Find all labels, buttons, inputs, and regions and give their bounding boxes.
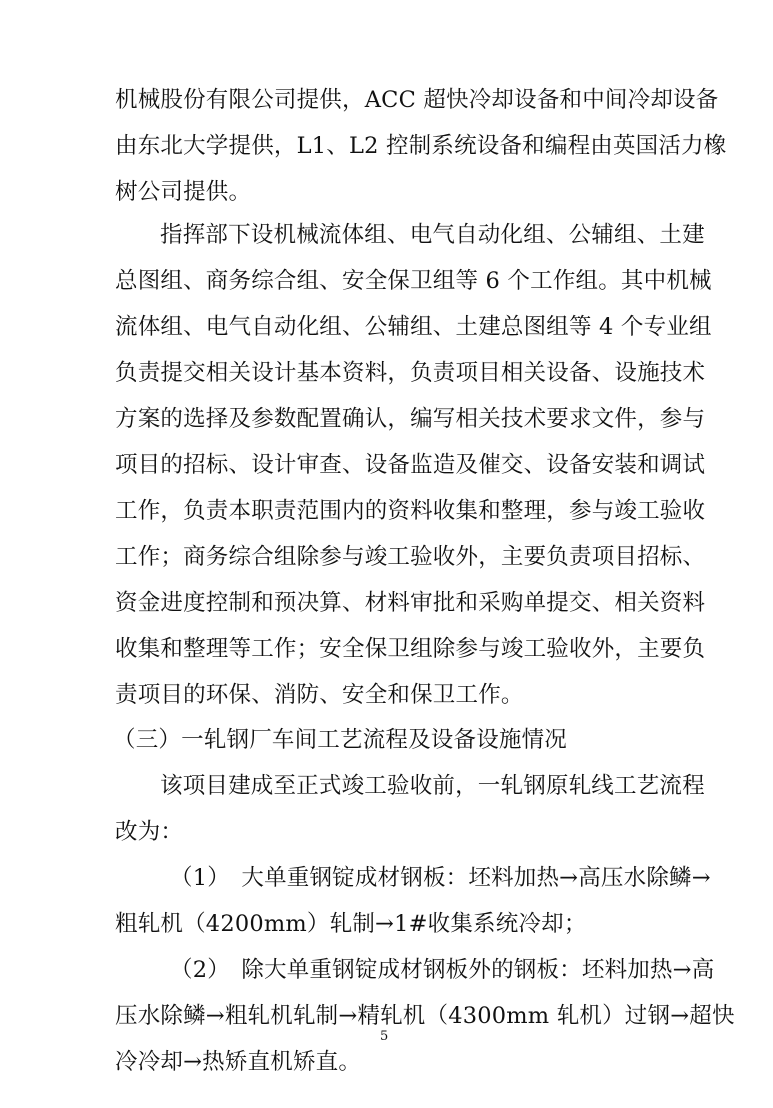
text-line-5: 总图组、商务综合组、安全保卫组等 6 个工作组。其中机械: [115, 268, 712, 294]
text-line-2: 由东北大学提供，L1、L2 控制系统设备和编程由英国活力橡: [115, 133, 727, 159]
process-step-2-line-1: （2） 除大单重钢锭成材钢板外的钢板：坯料加热→高: [170, 957, 715, 983]
text-line-7: 负责提交相关设计基本资料，负责项目相关设备、设施技术: [115, 360, 706, 386]
process-step-1-line-2: 粗轧机（4200mm）轧制→1#收集系统冷却；: [115, 911, 587, 937]
text-line-10: 工作，负责本职责范围内的资料收集和整理，参与竣工验收: [115, 498, 706, 524]
text-line-1: 机械股份有限公司提供，ACC 超快冷却设备和中间冷却设备: [115, 87, 719, 113]
text-line-16: 该项目建成至正式竣工验收前，一轧钢原轧线工艺流程: [160, 773, 705, 799]
text-line-9: 项目的招标、设计审查、设备监造及催交、设备安装和调试: [115, 452, 706, 478]
text-line-6: 流体组、电气自动化组、公辅组、土建总图组等 4 个专业组: [115, 314, 712, 340]
page-number: 5: [380, 1029, 389, 1044]
process-step-2-line-3: 冷冷却→热矫直机矫直。: [115, 1049, 362, 1075]
text-line-13: 收集和整理等工作；安全保卫组除参与竣工验收外，主要负: [115, 636, 706, 662]
process-step-2-line-2: 压水除鳞→粗轧机轧制→精轧机（4300mm 轧机）过钢→超快: [115, 1003, 735, 1029]
text-line-4: 指挥部下设机械流体组、电气自动化组、公辅组、土建: [160, 222, 705, 248]
text-line-3: 树公司提供。: [115, 179, 252, 205]
section-heading: （三）一轧钢厂车间工艺流程及设备设施情况: [113, 727, 568, 753]
process-step-1-line-1: （1） 大单重钢锭成材钢板：坯料加热→高压水除鳞→: [170, 865, 711, 891]
text-line-12: 资金进度控制和预决算、材料审批和采购单提交、相关资料: [115, 590, 706, 616]
text-line-17: 改为：: [115, 819, 184, 845]
text-line-11: 工作；商务综合组除参与竣工验收外，主要负责项目招标、: [115, 544, 706, 570]
text-line-14: 责项目的环保、消防、安全和保卫工作。: [115, 682, 524, 708]
text-line-8: 方案的选择及参数配置确认，编写相关技术要求文件，参与: [115, 406, 706, 432]
